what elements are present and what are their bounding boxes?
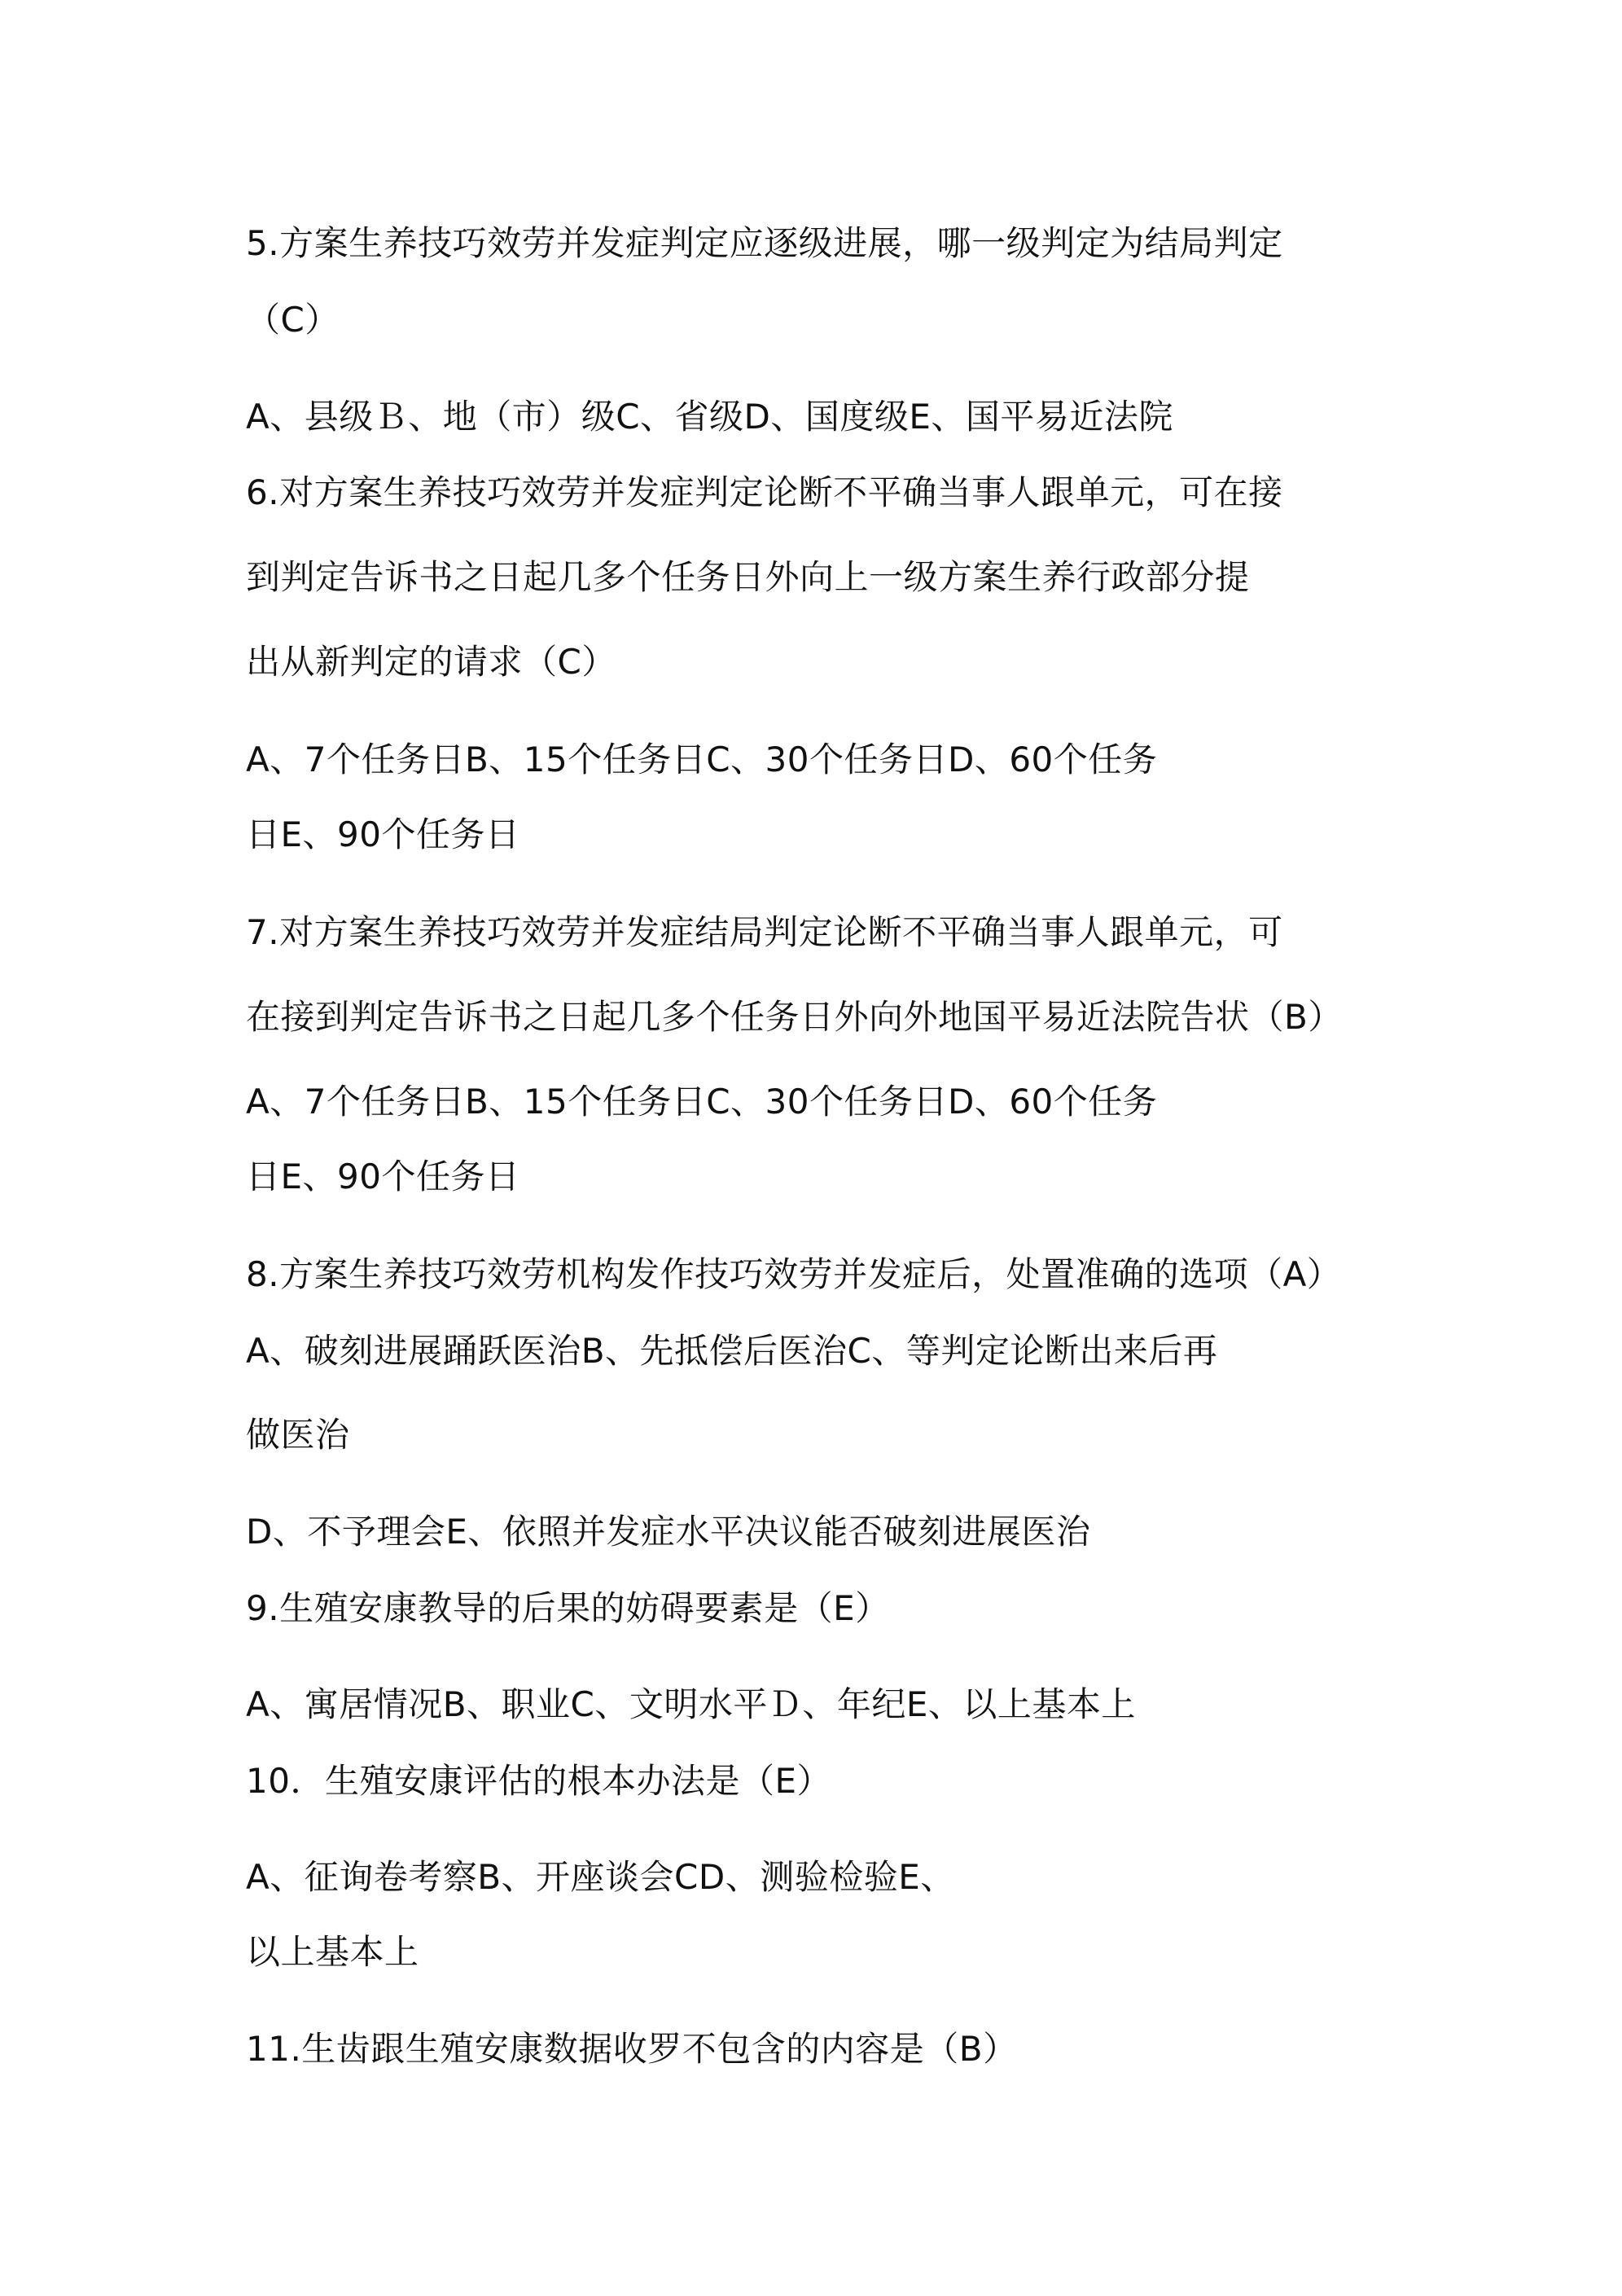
question-6-stem-line-2: 到判定告诉书之日起几多个任务日外向上一级方案生养行政部分提 [246,557,1250,597]
question-6-options-line-1: A、7个任务日B、15个任务日C、30个任务日D、60个任务 [246,740,1158,779]
question-5-stem-line-1: 5.方案生养技巧效劳并发症判定应逐级进展，哪一级判定为结局判定 [246,223,1283,263]
question-10-options-line-2: 以上基本上 [246,1932,419,1972]
question-9-stem: 9.生殖安康教导的后果的妨碍要素是（E） [246,1588,890,1628]
question-6-options-line-2: 日E、90个任务日 [246,814,520,854]
question-8-options-line-3: D、不予理会E、依照并发症水平决议能否破刻进展医治 [246,1512,1091,1552]
question-8-options-line-1: A、破刻进展踊跃医治B、先抵偿后医治C、等判定论断出来后再 [246,1331,1218,1371]
question-8-stem: 8.方案生养技巧效劳机构发作技巧效劳并发症后，处置准确的选项（A） [246,1254,1342,1294]
question-10-stem: 10．生殖安康评估的根本办法是（E） [246,1761,831,1801]
question-7-stem-line-1: 7.对方案生养技巧效劳并发症结局判定论断不平确当事人跟单元，可 [246,912,1283,952]
question-6-stem-line-1: 6.对方案生养技巧效劳并发症判定论断不平确当事人跟单元，可在接 [246,472,1283,512]
question-9-options: A、寓居情况B、职业C、文明水平Ｄ、年纪E、以上基本上 [246,1684,1136,1724]
question-6-stem-line-3: 出从新判定的请求（C） [246,642,616,682]
question-7-stem-line-2: 在接到判定告诉书之日起几多个任务日外向外地国平易近法院告状（B） [246,997,1343,1037]
question-7-options-line-2: 日E、90个任务日 [246,1157,520,1196]
question-11-stem: 11.生齿跟生殖安康数据收罗不包含的内容是（B） [246,2029,1018,2069]
question-5-options: A、县级Ｂ、地（市）级C、省级D、国度级E、国平易近法院 [246,397,1173,437]
question-10-options-line-1: A、征询卷考察B、开座谈会CD、测验检验E、 [246,1857,955,1897]
question-8-options-line-2: 做医治 [246,1415,350,1455]
question-5-stem-line-2: （C） [246,300,340,340]
question-7-options-line-1: A、7个任务日B、15个任务日C、30个任务日D、60个任务 [246,1082,1158,1122]
